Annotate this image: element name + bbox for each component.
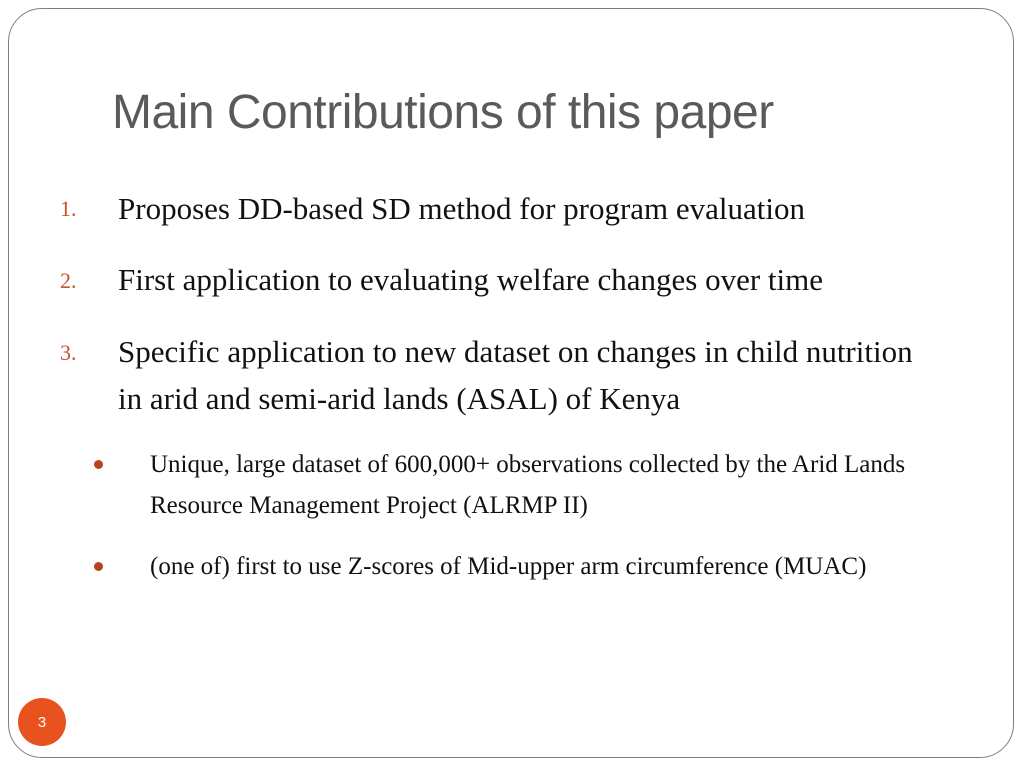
numbered-item-1: Proposes DD-based SD method for program evaluation (118, 191, 806, 226)
bullet-dot-icon (94, 460, 103, 469)
sub-bullet-1: Unique, large dataset of 600,000+ observations collected by the Arid Lands Resource Management Project (ALRMP II) (150, 451, 906, 519)
page-number-badge: 3 (18, 698, 66, 746)
sub-bullet-2: (one of) first to use Z-scores of Mid-upper arm circumference (MUAC) (150, 553, 867, 580)
numbered-item-3: Specific application to new dataset on changes in child nutrition in arid and semi-arid lands (ASAL) of Kenya (118, 334, 913, 416)
slide-title: Main Contributions of this paper (112, 86, 774, 139)
item-number-3: 3. (60, 340, 77, 365)
item-number-1: 1. (60, 196, 77, 221)
bullet-dot-icon (94, 562, 103, 571)
numbered-item-2: First application to evaluating welfare changes over time (118, 262, 824, 297)
item-number-2: 2. (60, 268, 77, 293)
